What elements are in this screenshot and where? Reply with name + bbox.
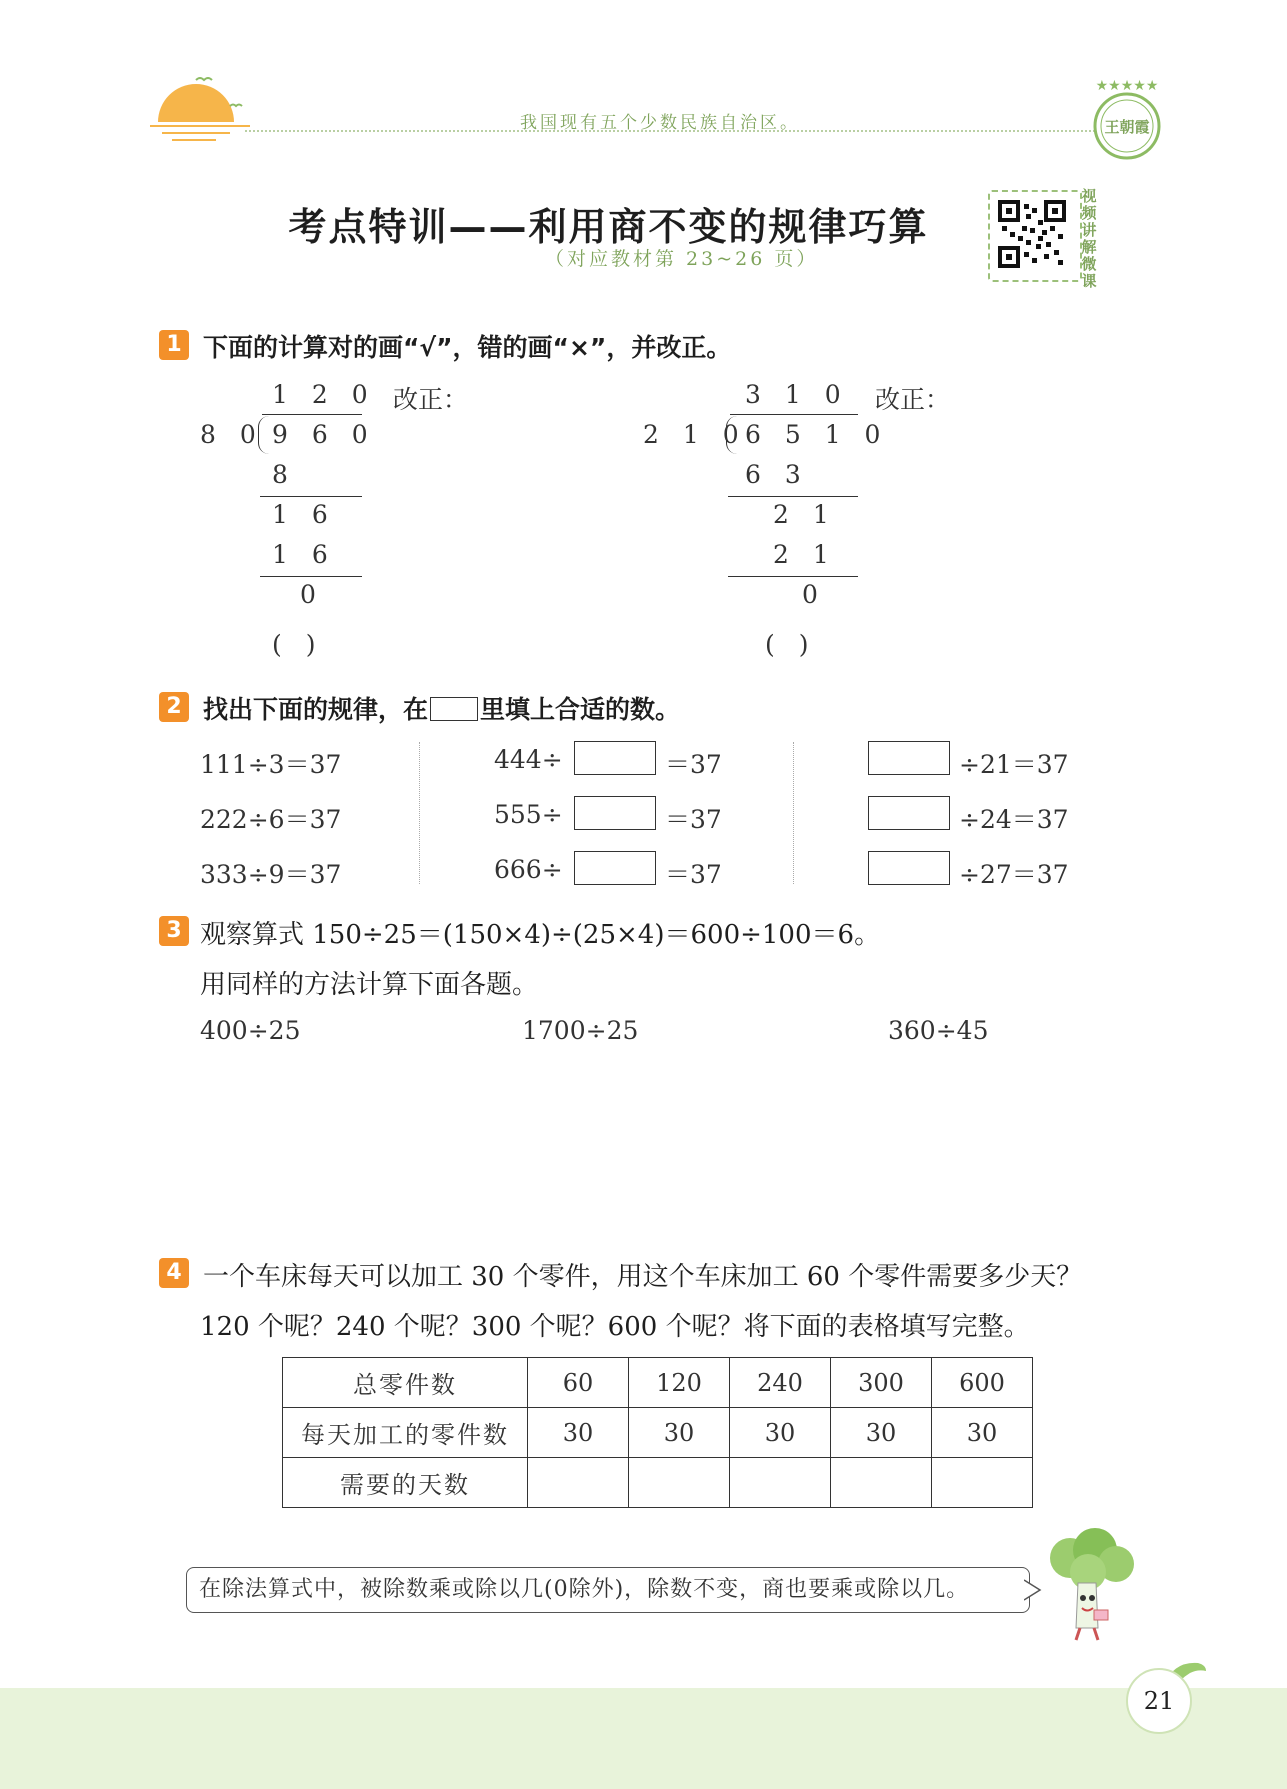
table-cell: 60 (528, 1358, 629, 1408)
problem: 1700÷25 (522, 1016, 639, 1045)
division-bar (730, 414, 858, 415)
remainder: 0 (802, 580, 826, 609)
fix-label-left: 改正： (393, 385, 469, 414)
step: 6 3 (745, 460, 809, 489)
answer-box[interactable] (574, 796, 656, 830)
step-line (260, 576, 362, 577)
question-4-text-2: 120 个呢？240 个呢？300 个呢？600 个呢？将下面的表格填写完整。 (200, 1312, 1030, 1342)
broccoli-mascot-icon (1040, 1528, 1140, 1648)
remainder: 0 (300, 580, 324, 609)
table-cell: 120 (629, 1358, 730, 1408)
question-3-instruction: 用同样的方法计算下面各题。 (200, 970, 539, 1000)
step: 8 (272, 460, 296, 489)
expression-suffix: ＝37 (665, 860, 722, 889)
expression-prefix: 555÷ (494, 800, 563, 829)
step-line (728, 576, 858, 577)
publisher-logo (1088, 76, 1166, 164)
table-cell: 30 (629, 1408, 730, 1458)
expression-suffix: ÷24＝37 (959, 805, 1069, 834)
expression-suffix: ÷27＝37 (959, 860, 1069, 889)
page-subtitle: （对应教材第 23~26 页） (545, 248, 819, 270)
divisor: 2 1 0 (643, 420, 747, 449)
fix-label-right: 改正： (875, 385, 951, 414)
step: 2 1 (773, 540, 837, 569)
dividend: 9 6 0 (272, 420, 376, 449)
table-cell: 600 (932, 1358, 1033, 1408)
page-title: 考点特训——利用商不变的规律巧算 (288, 205, 929, 249)
quotient: 3 1 0 (745, 380, 849, 409)
page-number: 21 (1126, 1668, 1192, 1734)
question-2-badge: 2 (159, 692, 189, 722)
data-table (282, 1357, 1033, 1508)
question-3-text: 观察算式 150÷25＝(150×4)÷(25×4)＝600÷100＝6。 (200, 920, 881, 950)
qr-label: 视 频 讲 解 微 课 (1081, 187, 1097, 290)
answer-cell[interactable] (629, 1458, 730, 1508)
pattern-expression: 222÷6＝37 (200, 805, 342, 834)
answer-box[interactable] (574, 741, 656, 775)
pattern-expression: 333÷9＝37 (200, 860, 342, 889)
expression-suffix: ÷21＝37 (959, 750, 1069, 779)
answer-cell[interactable] (831, 1458, 932, 1508)
header-motto: 我国现有五个少数民族自治区。 (520, 113, 800, 133)
problem: 360÷45 (888, 1016, 989, 1045)
expression-suffix: ＝37 (665, 750, 722, 779)
table-cell: 30 (831, 1408, 932, 1458)
quotient: 1 2 0 (272, 380, 376, 409)
table-cell: 30 (528, 1408, 629, 1458)
tip-bubble: 在除法算式中，被除数乘或除以几(0除外)，除数不变，商也要乘或除以几。 (186, 1567, 1030, 1613)
step-line (728, 496, 858, 497)
pattern-expression: 111÷3＝37 (200, 750, 342, 779)
step-line (260, 496, 362, 497)
table-row (283, 1458, 1033, 1508)
question-1-badge: 1 (159, 330, 189, 360)
row-header: 需要的天数 (283, 1458, 528, 1508)
step: 1 6 (272, 500, 336, 529)
question-1-text: 下面的计算对的画“√”，错的画“×”，并改正。 (203, 333, 732, 362)
qr-code-icon[interactable] (998, 200, 1066, 268)
answer-box[interactable] (574, 851, 656, 885)
expression-prefix: 666÷ (494, 855, 563, 884)
table-cell: 300 (831, 1358, 932, 1408)
answer-parentheses[interactable]: ( ) (765, 630, 817, 659)
step: 2 1 (773, 500, 837, 529)
table-cell: 30 (932, 1408, 1033, 1458)
division-bar (262, 414, 362, 415)
table-cell: 240 (730, 1358, 831, 1408)
question-3-badge: 3 (159, 916, 189, 946)
answer-box[interactable] (868, 796, 950, 830)
answer-cell[interactable] (730, 1458, 831, 1508)
divisor: 8 0 (200, 420, 264, 449)
answer-cell[interactable] (528, 1458, 629, 1508)
logo-text: 王朝霞 (1104, 118, 1150, 136)
expression-prefix: 444÷ (494, 745, 563, 774)
row-header: 总零件数 (283, 1358, 528, 1408)
answer-box[interactable] (868, 741, 950, 775)
division-bracket (726, 416, 737, 454)
column-divider (419, 742, 420, 884)
answer-cell[interactable] (932, 1458, 1033, 1508)
dividend: 6 5 1 0 (745, 420, 889, 449)
answer-box[interactable] (868, 851, 950, 885)
question-4-text: 一个车床每天可以加工 30 个零件，用这个车床加工 60 个零件需要多少天？ (203, 1262, 1083, 1292)
svg-text:★★★★★: ★★★★★ (1095, 78, 1159, 94)
sun-decoration (150, 70, 260, 155)
table-row (283, 1408, 1033, 1458)
inline-blank-box (430, 697, 478, 721)
column-divider (793, 742, 794, 884)
table-cell: 30 (730, 1408, 831, 1458)
question-4-badge: 4 (159, 1258, 189, 1288)
problem: 400÷25 (200, 1016, 301, 1045)
division-bracket (258, 416, 269, 454)
question-2-text: 找出下面的规律，在 里填上合适的数。 (203, 695, 681, 724)
expression-suffix: ＝37 (665, 805, 722, 834)
step: 1 6 (272, 540, 336, 569)
table-row (283, 1358, 1033, 1408)
ground-decoration (0, 1688, 1287, 1789)
answer-parentheses[interactable]: ( ) (272, 630, 324, 659)
row-header: 每天加工的零件数 (283, 1408, 528, 1458)
